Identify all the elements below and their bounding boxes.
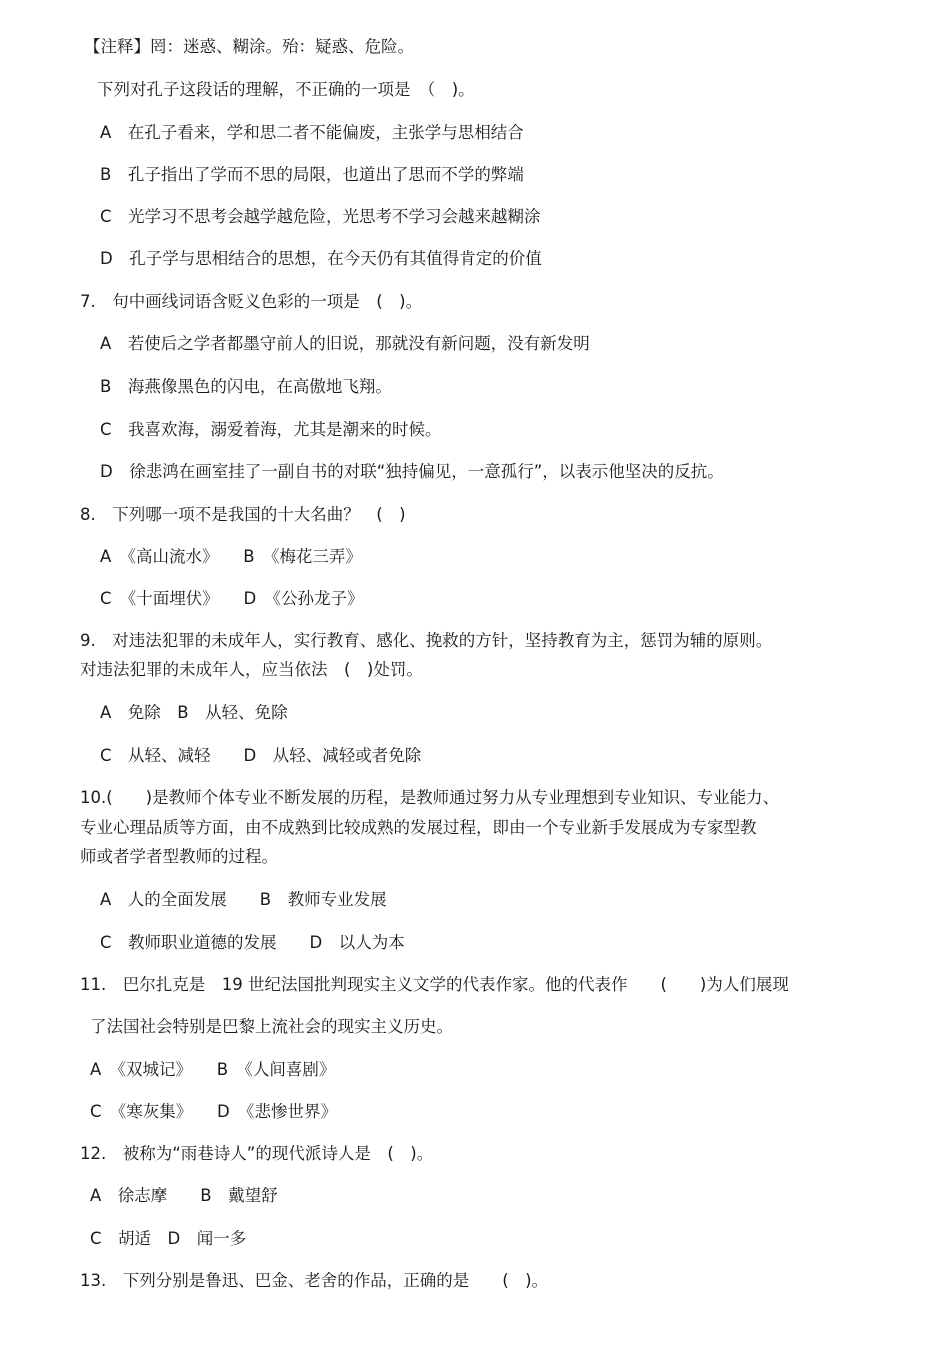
question-10-stem-line-3: 师或者学者型教师的过程。 xyxy=(80,847,278,866)
question-6-option-d: D 孔子学与思相结合的思想，在今天仍有其值得肯定的价值 xyxy=(100,249,542,268)
question-7-option-d: D 徐悲鸿在画室挂了一副自书的对联“独持偏见，一意孤行”，以表示他坚决的反抗。 xyxy=(100,462,724,481)
question-10-stem-line-1: 10.( )是教师个体专业不断发展的历程，是教师通过努力从专业理想到专业知识、专业能力、 xyxy=(80,788,780,807)
question-7-option-b: B 海燕像黑色的闪电，在高傲地飞翔。 xyxy=(100,377,392,396)
question-7-option-c: C 我喜欢海，溺爱着海，尤其是潮来的时候。 xyxy=(100,420,442,439)
question-10-options-cd: C 教师职业道德的发展 D 以人为本 xyxy=(100,933,405,952)
question-7-stem: 7. 句中画线词语含贬义色彩的一项是 ( )。 xyxy=(80,292,423,311)
question-6-option-a: A 在孔子看来，学和思二者不能偏废，主张学与思相结合 xyxy=(100,123,524,142)
question-8-stem: 8. 下列哪一项不是我国的十大名曲？ ( ) xyxy=(80,505,406,524)
question-9-stem-line-1: 9. 对违法犯罪的未成年人，实行教育、感化、挽救的方针，坚持教育为主，惩罚为辅的原则。 xyxy=(80,631,773,650)
question-10-stem-line-2: 专业心理品质等方面，由不成熟到比较成熟的发展过程，即由一个专业新手发展成为专家型教 xyxy=(80,818,757,837)
question-6-stem: 下列对孔子这段话的理解，不正确的一项是 （ )。 xyxy=(97,80,475,99)
question-13-stem: 13. 下列分别是鲁迅、巴金、老舍的作品，正确的是 ( )。 xyxy=(80,1271,549,1290)
question-11-stem-line-1: 11. 巴尔扎克是 19 世纪法国批判现实主义文学的代表作家。他的代表作 ( )为人们展现 xyxy=(80,975,789,994)
annotation-note: 【注释】罔：迷惑、糊涂。殆：疑惑、危险。 xyxy=(84,37,414,56)
question-12-stem: 12. 被称为“雨巷诗人”的现代派诗人是 ( )。 xyxy=(80,1144,434,1163)
question-6-option-b: B 孔子指出了学而不思的局限，也道出了思而不学的弊端 xyxy=(100,165,524,184)
question-11-stem-line-2: 了法国社会特别是巴黎上流社会的现实主义历史。 xyxy=(90,1017,453,1036)
question-12-options-ab: A 徐志摩 B 戴望舒 xyxy=(90,1186,278,1205)
question-11-options-ab: A 《双城记》 B 《人间喜剧》 xyxy=(90,1060,336,1079)
question-9-options-ab: A 免除 B 从轻、免除 xyxy=(100,703,288,722)
question-9-options-cd: C 从轻、减轻 D 从轻、减轻或者免除 xyxy=(100,746,422,765)
question-8-options-cd: C 《十面埋伏》 D 《公孙龙子》 xyxy=(100,589,364,608)
question-6-option-c: C 光学习不思考会越学越危险，光思考不学习会越来越糊涂 xyxy=(100,207,541,226)
question-12-options-cd: C 胡适 D 闻一多 xyxy=(90,1229,247,1248)
question-8-options-ab: A 《高山流水》 B 《梅花三弄》 xyxy=(100,547,362,566)
question-9-stem-line-2: 对违法犯罪的未成年人，应当依法 ( )处罚。 xyxy=(80,660,423,679)
question-7-option-a: A 若使后之学者都墨守前人的旧说，那就没有新问题，没有新发明 xyxy=(100,334,590,353)
question-10-options-ab: A 人的全面发展 B 教师专业发展 xyxy=(100,890,387,909)
question-11-options-cd: C 《寒灰集》 D 《悲惨世界》 xyxy=(90,1102,337,1121)
